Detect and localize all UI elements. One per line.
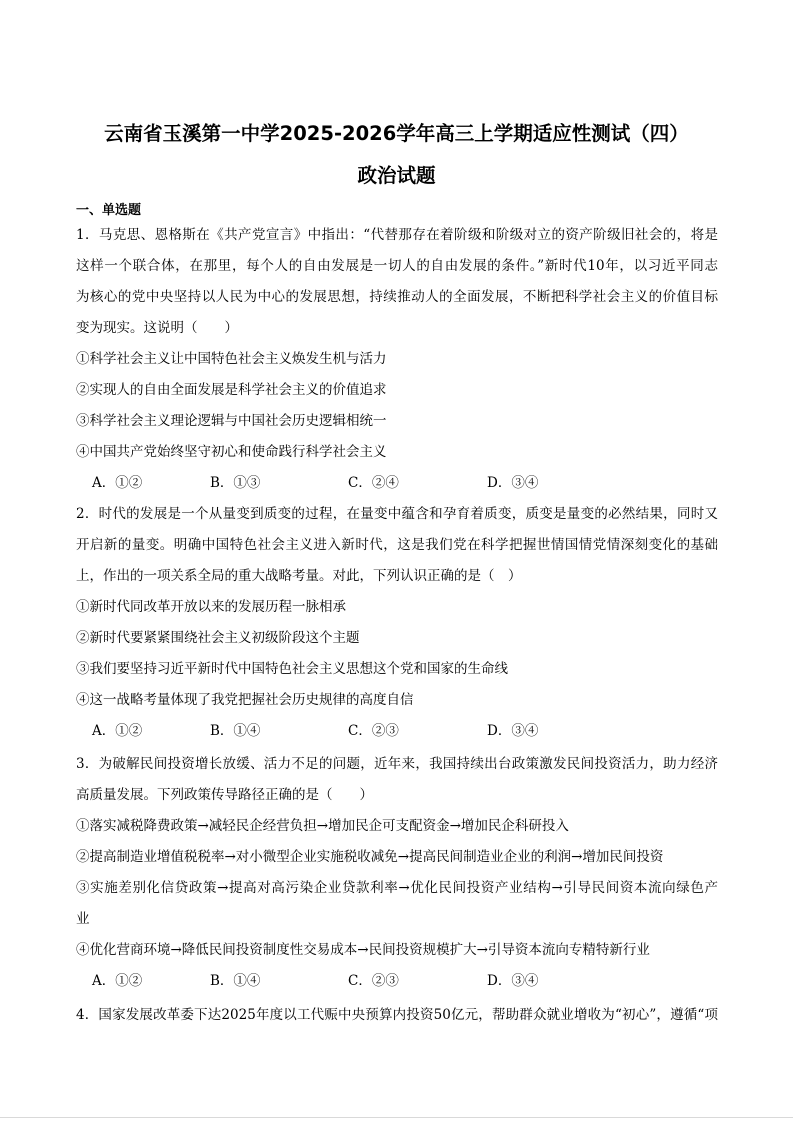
option-b[interactable]: B．①④	[210, 723, 261, 739]
question-stem-line: 1．马克思、恩格斯在《共产党宣言》中指出：“代替那存在着阶级和阶级对立的资产阶级旧社会的，将是	[76, 227, 718, 243]
statement-item: ④这一战略考量体现了我党把握社会历史规律的高度自信	[76, 692, 414, 708]
question-stem-line: 高质量发展。下列政策传导路径正确的是（ ）	[76, 787, 373, 803]
question-stem-line: 为核心的党中央坚持以人民为中心的发展思想，持续推动人的全面发展，不断把科学社会主义的价值目标	[76, 289, 718, 305]
statement-item: ④优化营商环境→降低民间投资制度性交易成本→民间投资规模扩大→引导资本流向专精特新行业	[76, 942, 650, 958]
question-stem-line: 变为现实。这说明（ ）	[76, 320, 238, 336]
statement-item: ③我们要坚持习近平新时代中国特色社会主义思想这个党和国家的生命线	[76, 661, 508, 677]
question-4	[76, 1000, 718, 1031]
section-heading: 一、单选题	[76, 203, 142, 218]
option-a[interactable]: A．①②	[92, 723, 143, 739]
option-d[interactable]: D．③④	[487, 723, 539, 739]
question-stem-line: 3．为破解民间投资增长放缓、活力不足的问题，近年来，我国持续出台政策激发民间投资活力，助力经济	[76, 756, 718, 772]
statement-item: ③实施差别化信贷政策→提高对高污染企业贷款利率→优化民间投资产业结构→引导民间资本流向绿色产	[76, 880, 718, 896]
option-b[interactable]: B．①④	[210, 973, 261, 989]
statement-item: ①科学社会主义让中国特色社会主义焕发生机与活力	[76, 351, 387, 367]
answer-options	[76, 468, 718, 499]
question-stem-line: 2．时代的发展是一个从量变到质变的过程，在量变中蕴含和孕育着质变，质变是量变的必然结果，同时又	[76, 506, 718, 522]
page-bottom-divider	[0, 1117, 793, 1118]
option-a[interactable]: A．①②	[92, 973, 143, 989]
question-2	[76, 499, 718, 747]
statement-item: ④中国共产党始终坚守初心和使命践行科学社会主义	[76, 444, 387, 460]
statement-item: ①新时代同改革开放以来的发展历程一脉相承	[76, 599, 346, 615]
option-a[interactable]: A．①②	[92, 475, 143, 491]
option-b[interactable]: B．①③	[210, 475, 261, 491]
question-3	[76, 749, 718, 997]
answer-options	[76, 716, 718, 747]
question-stem-line: 上，作出的一项关系全局的重大战略考量。对此，下列认识正确的是（ ）	[76, 568, 522, 584]
statement-item: ①落实减税降费政策→减轻民企经营负担→增加民企可支配资金→增加民企科研投入	[76, 818, 569, 834]
statement-item: ③科学社会主义理论逻辑与中国社会历史逻辑相统一	[76, 413, 387, 429]
option-c[interactable]: C．②④	[348, 475, 399, 491]
statement-item: ②新时代要紧紧围绕社会主义初级阶段这个主题	[76, 630, 360, 646]
question-1	[76, 220, 718, 499]
option-c[interactable]: C．②③	[348, 723, 399, 739]
statement-item: ②实现人的自由全面发展是科学社会主义的价值追求	[76, 382, 387, 398]
statement-item: ②提高制造业增值税税率→对小微型企业实施税收减免→提高民间制造业企业的利润→增加民间投资	[76, 849, 664, 865]
question-stem-line: 这样一个联合体，在那里，每个人的自由发展是一切人的自由发展的条件。”新时代10年，以习近平同志	[76, 258, 718, 274]
option-d[interactable]: D．③④	[487, 475, 539, 491]
exam-title: 云南省玉溪第一中学2025-2026学年高三上学期适应性测试（四）	[104, 122, 689, 145]
answer-options	[76, 966, 718, 997]
option-c[interactable]: C．②③	[348, 973, 399, 989]
option-d[interactable]: D．③④	[487, 973, 539, 989]
question-stem-line: 开启新的量变。明确中国特色社会主义进入新时代，这是我们党在科学把握世情国情党情深刻变化的基础	[76, 537, 718, 553]
question-stem-line: 4．国家发展改革委下达2025年度以工代赈中央预算内投资50亿元，帮助群众就业增收为“初心”，遵循“项	[76, 1007, 718, 1023]
exam-subject: 政治试题	[357, 164, 436, 187]
statement-item: 业	[76, 911, 90, 927]
